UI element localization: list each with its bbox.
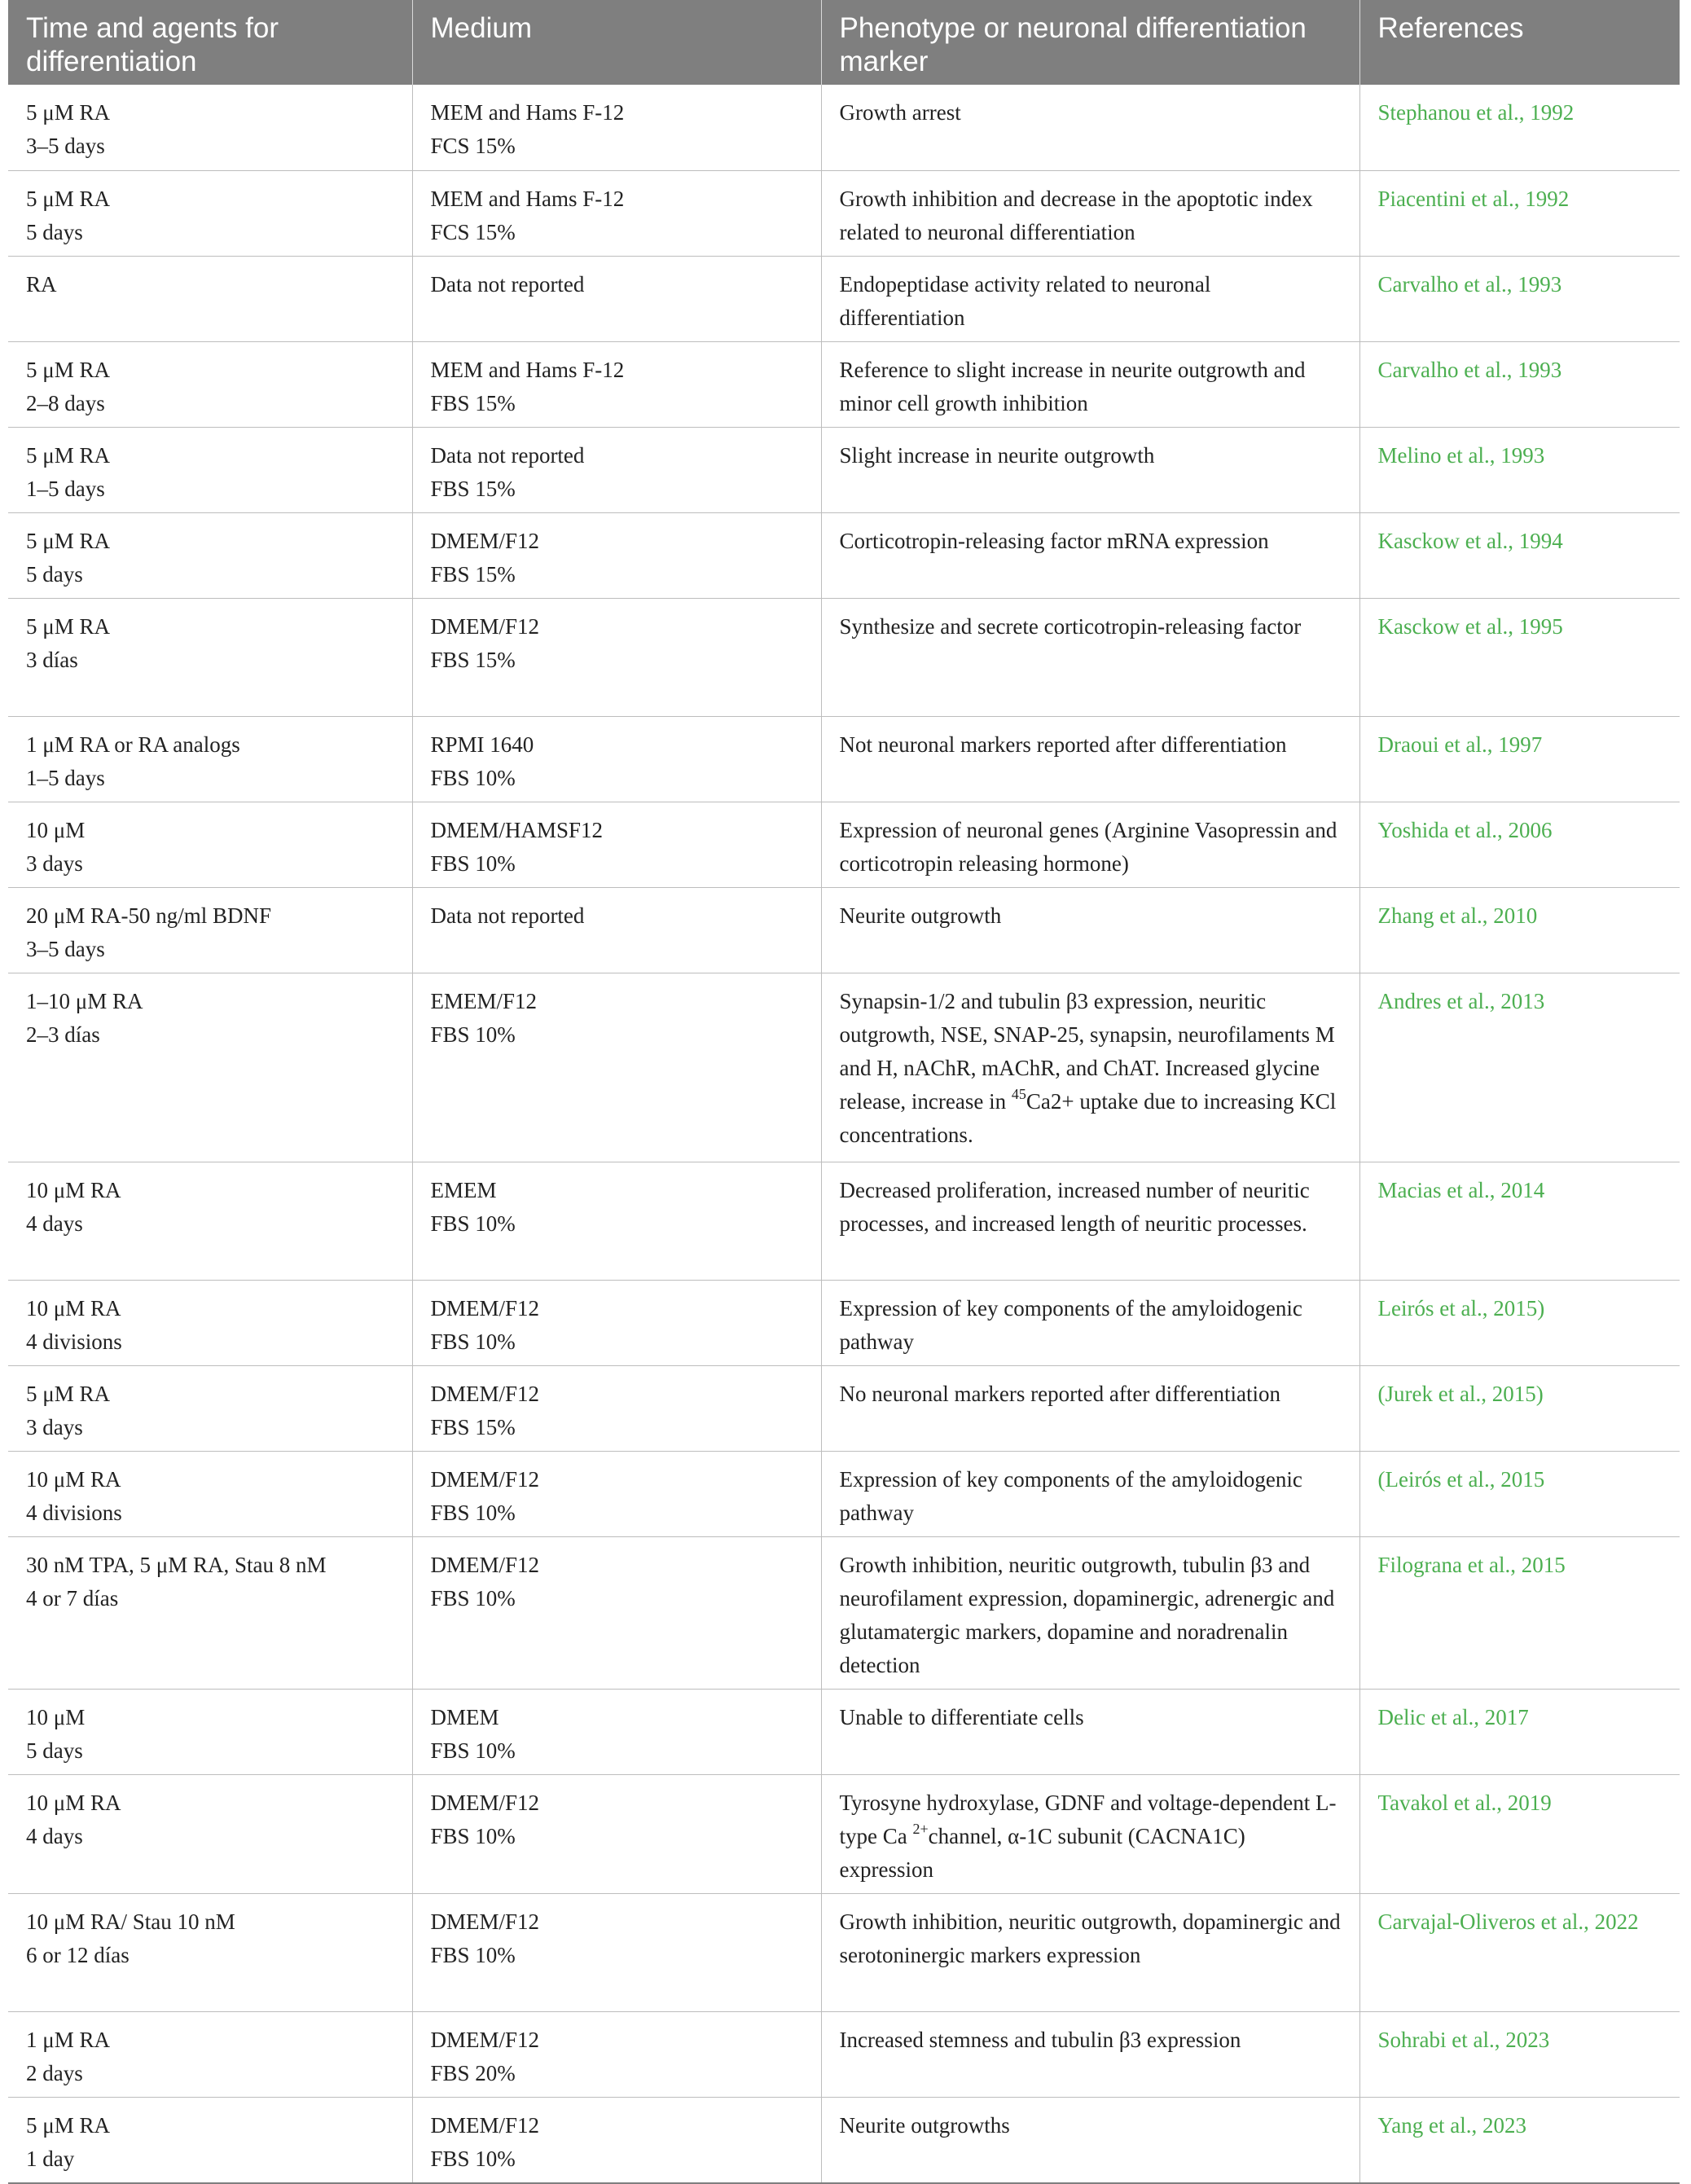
cell-reference (1359, 2011, 1680, 2097)
medium-text: EMEM/F12 (430, 988, 538, 1013)
phenotype-main: Reference to slight increase in neurite outgrowth and minor cell growth inhibition (839, 357, 1306, 415)
cell-phenotype (821, 1162, 1359, 1280)
serum-text: FBS 15% (430, 476, 516, 501)
phenotype-main: Increased stemness and tubulin β3 expression (839, 2027, 1241, 2052)
table-row (8, 973, 1680, 1162)
agent-text: 5 μM RA (26, 528, 110, 553)
phenotype-text (840, 818, 1337, 876)
agent-text: 5 μM RA (26, 1381, 110, 1406)
cell-reference (1359, 973, 1680, 1162)
reference-link[interactable]: Sohrabi et al., 2023 (1377, 2027, 1550, 2052)
agent-text: RA (26, 271, 57, 297)
serum-text: FBS 10% (430, 850, 516, 876)
phenotype-main: Neurite outgrowth (839, 903, 1002, 928)
medium-text: DMEM/F12 (430, 1552, 540, 1577)
time-text: 1–5 days (26, 476, 105, 501)
agent-text: 5 μM RA (26, 186, 110, 211)
cell-phenotype (821, 1536, 1359, 1689)
header-phenotype: Phenotype or neuronal differentiation marker (821, 0, 1359, 85)
cell-time-agents (8, 802, 412, 887)
cell-medium (412, 716, 821, 802)
cell-reference (1359, 85, 1680, 170)
phenotype-tail: channel, α-1C subunit (CACNA1C) expression (839, 1823, 1245, 1882)
reference-link[interactable]: Kasckow et al., 1995 (1377, 613, 1563, 639)
cell-medium (412, 1774, 821, 1893)
medium-text: DMEM/F12 (430, 613, 540, 639)
cell-reference (1359, 598, 1680, 716)
cell-phenotype (821, 598, 1359, 716)
time-text: 6 or 12 días (26, 1942, 130, 1967)
time-text: 3–5 days (26, 936, 105, 961)
reference-link[interactable]: (Jurek et al., 2015) (1377, 1381, 1544, 1406)
time-text: 2 days (26, 2060, 83, 2085)
phenotype-main: Synthesize and secrete corticotropin-releasing factor (839, 613, 1302, 639)
medium-text: Data not reported (430, 442, 585, 468)
cell-time-agents (8, 1451, 412, 1536)
phenotype-text (840, 443, 1155, 468)
phenotype-main: Slight increase in neurite outgrowth (839, 442, 1155, 468)
serum-text: FBS 10% (430, 1823, 516, 1848)
reference-link[interactable]: Zhang et al., 2010 (1377, 903, 1538, 928)
reference-link[interactable]: Carvalho et al., 1993 (1377, 357, 1562, 382)
cell-medium (412, 256, 821, 341)
phenotype-main: Tyrosyne hydroxylase, GDNF and voltage-dependent L-type Ca (839, 1790, 1337, 1848)
phenotype-text (840, 732, 1287, 757)
medium-text: DMEM/F12 (430, 528, 540, 553)
agent-text: 5 μM RA (26, 2112, 110, 2138)
medium-text: DMEM (430, 1704, 499, 1729)
reference-link[interactable]: Leirós et al., 2015) (1377, 1295, 1545, 1321)
cell-phenotype (821, 2097, 1359, 2183)
cell-reference (1359, 1162, 1680, 1280)
phenotype-text (840, 989, 1337, 1147)
table-row (8, 1689, 1680, 1774)
agent-text: 5 μM RA (26, 357, 110, 382)
reference-link[interactable]: Stephanou et al., 1992 (1377, 100, 1575, 125)
cell-time-agents (8, 1774, 412, 1893)
serum-text: FBS 10% (430, 1585, 516, 1611)
time-text: 3 days (26, 1414, 83, 1439)
time-text: 1 day (26, 2146, 75, 2171)
table-row (8, 716, 1680, 802)
cell-reference (1359, 256, 1680, 341)
cell-reference (1359, 1893, 1680, 2011)
cell-medium (412, 85, 821, 170)
reference-link[interactable]: Andres et al., 2013 (1377, 988, 1545, 1013)
agent-text: 5 μM RA (26, 100, 110, 125)
reference-link[interactable]: Tavakol et al., 2019 (1377, 1790, 1552, 1815)
cell-time-agents (8, 716, 412, 802)
reference-link[interactable]: Yang et al., 2023 (1377, 2112, 1527, 2138)
serum-text: FBS 10% (430, 1329, 516, 1354)
cell-medium (412, 427, 821, 512)
cell-medium (412, 341, 821, 427)
phenotype-main: Neurite outgrowths (839, 2112, 1010, 2138)
phenotype-text (840, 1178, 1310, 1236)
cell-time-agents (8, 512, 412, 598)
table-row (8, 1451, 1680, 1536)
medium-text: EMEM (430, 1177, 497, 1202)
medium-text: MEM and Hams F-12 (430, 357, 625, 382)
cell-time-agents (8, 256, 412, 341)
phenotype-superscript: 45 (1011, 1085, 1026, 1102)
medium-text: DMEM/F12 (430, 2112, 540, 2138)
phenotype-main: Endopeptidase activity related to neuronal differentiation (839, 271, 1211, 330)
medium-text: MEM and Hams F-12 (430, 100, 625, 125)
cell-phenotype (821, 1365, 1359, 1451)
agent-text: 1 μM RA (26, 2027, 110, 2052)
serum-text: FBS 10% (430, 1022, 516, 1047)
table-header-row (8, 0, 1680, 85)
phenotype-text (840, 358, 1306, 415)
phenotype-main: Corticotropin-releasing factor mRNA expression (839, 528, 1269, 553)
reference-link[interactable]: Carvalho et al., 1993 (1377, 271, 1562, 297)
serum-text: FBS 20% (430, 2060, 516, 2085)
header-medium: Medium (412, 0, 821, 85)
serum-text: FBS 15% (430, 1414, 516, 1439)
reference-link[interactable]: Piacentini et al., 1992 (1377, 186, 1570, 211)
medium-text: RPMI 1640 (430, 732, 534, 757)
serum-text: FCS 15% (430, 219, 516, 244)
cell-time-agents (8, 1536, 412, 1689)
serum-text: FBS 10% (430, 1211, 516, 1236)
cell-time-agents (8, 1162, 412, 1280)
table-row (8, 256, 1680, 341)
time-text: 4 divisions (26, 1329, 122, 1354)
time-text: 5 days (26, 561, 83, 587)
reference-link[interactable]: Carvajal-Oliveros et al., 2022 (1377, 1909, 1639, 1934)
cell-time-agents (8, 170, 412, 256)
phenotype-main: Expression of key components of the amyloidogenic pathway (839, 1295, 1302, 1354)
phenotype-text (840, 903, 1002, 928)
phenotype-main: Expression of neuronal genes (Arginine Vasopressin and corticotropin releasing hormone) (839, 817, 1337, 876)
cell-time-agents (8, 427, 412, 512)
reference-link[interactable]: Macias et al., 2014 (1377, 1177, 1545, 1202)
agent-text: 10 μM RA (26, 1295, 121, 1321)
time-text: 2–8 days (26, 390, 105, 415)
time-text: 3 días (26, 647, 78, 672)
serum-text: FBS 15% (430, 390, 516, 415)
time-text: 4 divisions (26, 1500, 122, 1525)
medium-text: Data not reported (430, 903, 585, 928)
time-text: 2–3 días (26, 1022, 100, 1047)
phenotype-text (840, 100, 961, 125)
agent-text: 10 μM RA (26, 1177, 121, 1202)
cell-time-agents (8, 598, 412, 716)
differentiation-table (8, 0, 1680, 2184)
table-row (8, 1536, 1680, 1689)
phenotype-main: Unable to differentiate cells (839, 1704, 1084, 1729)
phenotype-text (840, 1467, 1302, 1525)
time-text: 1–5 days (26, 765, 105, 790)
phenotype-text (840, 2113, 1010, 2138)
table-row (8, 1893, 1680, 2011)
agent-text: 10 μM (26, 817, 86, 842)
phenotype-main: Expression of key components of the amyloidogenic pathway (839, 1466, 1302, 1525)
table-row (8, 341, 1680, 427)
header-references: References (1359, 0, 1680, 85)
time-text: 4 or 7 días (26, 1585, 119, 1611)
cell-phenotype (821, 427, 1359, 512)
cell-medium (412, 802, 821, 887)
cell-reference (1359, 427, 1680, 512)
cell-reference (1359, 1280, 1680, 1365)
phenotype-main: Not neuronal markers reported after differentiation (839, 732, 1287, 757)
cell-medium (412, 2097, 821, 2183)
cell-time-agents (8, 2011, 412, 2097)
phenotype-text (840, 1705, 1084, 1729)
phenotype-tail: Ca2+ uptake due to increasing KCl concentrations. (839, 1088, 1337, 1147)
serum-text: FBS 10% (430, 1942, 516, 1967)
cell-time-agents (8, 1280, 412, 1365)
cell-time-agents (8, 1365, 412, 1451)
reference-link[interactable]: Kasckow et al., 1994 (1377, 528, 1563, 553)
cell-phenotype (821, 1280, 1359, 1365)
serum-text: FBS 10% (430, 765, 516, 790)
phenotype-text (840, 614, 1302, 639)
cell-medium (412, 598, 821, 716)
cell-reference (1359, 512, 1680, 598)
table-body (8, 85, 1680, 2183)
reference-link[interactable]: Filograna et al., 2015 (1377, 1552, 1566, 1577)
phenotype-text (840, 272, 1211, 330)
reference-link[interactable]: Melino et al., 1993 (1377, 442, 1545, 468)
table-row (8, 598, 1680, 716)
cell-reference (1359, 1774, 1680, 1893)
cell-reference (1359, 716, 1680, 802)
serum-text: FBS 10% (430, 1500, 516, 1525)
cell-reference (1359, 170, 1680, 256)
reference-link[interactable]: Delic et al., 2017 (1377, 1704, 1529, 1729)
serum-text: FBS 10% (430, 1738, 516, 1763)
cell-phenotype (821, 1774, 1359, 1893)
phenotype-text (840, 1909, 1341, 1967)
cell-phenotype (821, 1451, 1359, 1536)
phenotype-text (840, 1553, 1335, 1677)
phenotype-text (840, 1296, 1302, 1354)
phenotype-text (840, 529, 1269, 553)
cell-medium (412, 1689, 821, 1774)
cell-reference (1359, 1536, 1680, 1689)
cell-medium (412, 1893, 821, 2011)
phenotype-main: Growth inhibition, neuritic outgrowth, dopaminergic and serotoninergic markers expression (839, 1909, 1341, 1967)
serum-text: FCS 15% (430, 134, 516, 158)
cell-time-agents (8, 1893, 412, 2011)
agent-text: 10 μM RA (26, 1790, 121, 1815)
cell-medium (412, 1536, 821, 1689)
medium-text: MEM and Hams F-12 (430, 186, 625, 211)
agent-text: 5 μM RA (26, 613, 110, 639)
medium-text: DMEM/F12 (430, 1909, 540, 1934)
cell-phenotype (821, 802, 1359, 887)
cell-reference (1359, 341, 1680, 427)
cell-medium (412, 512, 821, 598)
phenotype-text (840, 1382, 1281, 1406)
time-text: 4 days (26, 1823, 83, 1848)
time-text: 3–5 days (26, 134, 105, 158)
cell-phenotype (821, 887, 1359, 973)
cell-phenotype (821, 716, 1359, 802)
cell-medium (412, 1365, 821, 1451)
medium-text: Data not reported (430, 271, 585, 297)
cell-reference (1359, 802, 1680, 887)
medium-text: DMEM/HAMSF12 (430, 817, 604, 842)
phenotype-main: Growth arrest (839, 100, 961, 125)
medium-text: DMEM/F12 (430, 1466, 540, 1492)
phenotype-main: No neuronal markers reported after differentiation (839, 1381, 1281, 1406)
cell-phenotype (821, 341, 1359, 427)
phenotype-main: Synapsin-1/2 and tubulin β3 expression, neuritic outgrowth, NSE, SNAP-25, synapsin, neurofilaments M and H, nAChR, mAChR, and ChAT. Increased glycine release, increase in (839, 988, 1335, 1114)
cell-medium (412, 1451, 821, 1536)
header-time-agents: Time and agents for differentiation (8, 0, 412, 85)
cell-medium (412, 887, 821, 973)
reference-link[interactable]: Draoui et al., 1997 (1377, 732, 1543, 757)
phenotype-text (840, 187, 1313, 244)
cell-time-agents (8, 973, 412, 1162)
serum-text: FBS 10% (430, 2146, 516, 2171)
cell-phenotype (821, 512, 1359, 598)
medium-text: DMEM/F12 (430, 1790, 540, 1815)
cell-medium (412, 170, 821, 256)
cell-time-agents (8, 2097, 412, 2183)
time-text: 3 days (26, 850, 83, 876)
agent-text: 1–10 μM RA (26, 988, 143, 1013)
cell-medium (412, 973, 821, 1162)
agent-text: 10 μM RA (26, 1466, 121, 1492)
phenotype-superscript: 2+ (912, 1820, 929, 1837)
cell-reference (1359, 1365, 1680, 1451)
cell-phenotype (821, 973, 1359, 1162)
cell-time-agents (8, 887, 412, 973)
time-text: 4 days (26, 1211, 83, 1236)
cell-reference (1359, 1689, 1680, 1774)
reference-link[interactable]: (Leirós et al., 2015 (1377, 1466, 1545, 1492)
cell-phenotype (821, 256, 1359, 341)
table-row (8, 427, 1680, 512)
cell-medium (412, 1162, 821, 1280)
medium-text: DMEM/F12 (430, 2027, 540, 2052)
cell-time-agents (8, 85, 412, 170)
cell-phenotype (821, 85, 1359, 170)
cell-phenotype (821, 170, 1359, 256)
cell-time-agents (8, 1689, 412, 1774)
cell-phenotype (821, 2011, 1359, 2097)
table-row (8, 512, 1680, 598)
table-row (8, 1774, 1680, 1893)
table-row (8, 887, 1680, 973)
table-row (8, 2097, 1680, 2183)
cell-phenotype (821, 1689, 1359, 1774)
phenotype-text (840, 1791, 1337, 1882)
table-row (8, 2011, 1680, 2097)
table-row (8, 1280, 1680, 1365)
time-text: 5 days (26, 1738, 83, 1763)
agent-text: 5 μM RA (26, 442, 110, 468)
phenotype-main: Growth inhibition, neuritic outgrowth, tubulin β3 and neurofilament expression, dopaminergic, adrenergic and glutamatergic markers, dopamine and noradrenalin detection (839, 1552, 1335, 1677)
cell-reference (1359, 2097, 1680, 2183)
medium-text: DMEM/F12 (430, 1381, 540, 1406)
table-row (8, 1162, 1680, 1280)
phenotype-main: Growth inhibition and decrease in the apoptotic index related to neuronal differentiation (839, 186, 1313, 244)
serum-text: FBS 15% (430, 647, 516, 672)
table-row (8, 170, 1680, 256)
agent-text: 10 μM RA/ Stau 10 nM (26, 1909, 235, 1934)
cell-time-agents (8, 341, 412, 427)
medium-text: DMEM/F12 (430, 1295, 540, 1321)
cell-phenotype (821, 1893, 1359, 2011)
cell-reference (1359, 1451, 1680, 1536)
agent-text: 20 μM RA-50 ng/ml BDNF (26, 903, 272, 928)
table-row (8, 1365, 1680, 1451)
table-row (8, 802, 1680, 887)
phenotype-main: Decreased proliferation, increased number of neuritic processes, and increased length of neuritic processes. (839, 1177, 1310, 1236)
serum-text: FBS 15% (430, 561, 516, 587)
reference-link[interactable]: Yoshida et al., 2006 (1377, 817, 1553, 842)
agent-text: 30 nM TPA, 5 μM RA, Stau 8 nM (26, 1552, 327, 1577)
agent-text: 1 μM RA or RA analogs (26, 732, 240, 757)
cell-medium (412, 2011, 821, 2097)
cell-reference (1359, 887, 1680, 973)
phenotype-text (840, 2028, 1241, 2052)
cell-medium (412, 1280, 821, 1365)
time-text: 5 days (26, 219, 83, 244)
agent-text: 10 μM (26, 1704, 86, 1729)
table-row (8, 85, 1680, 170)
